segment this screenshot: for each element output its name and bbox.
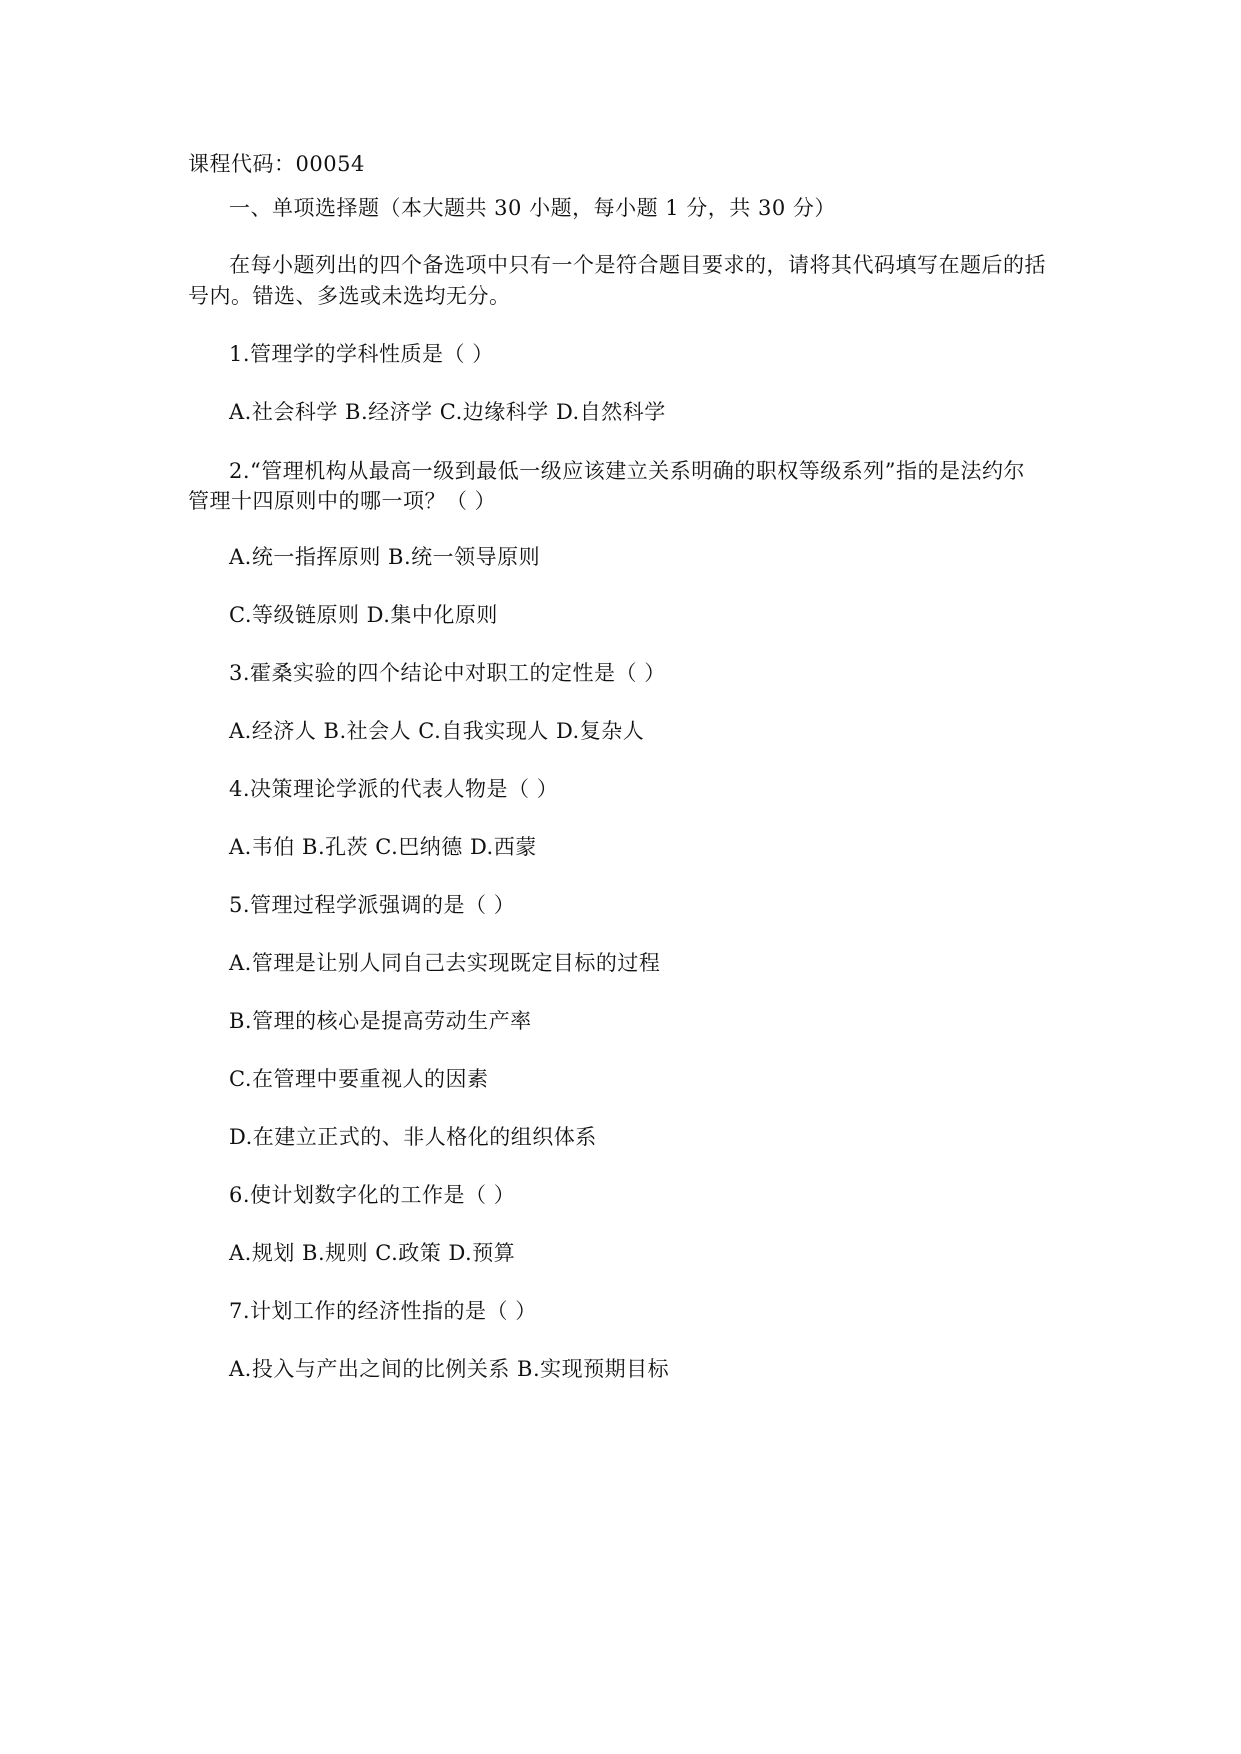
question-5-option-c: C.在管理中要重视人的因素 (229, 1067, 489, 1091)
question-5-option-b: B.管理的核心是提高劳动生产率 (229, 1009, 532, 1033)
question-5-stem: 5.管理过程学派强调的是（ ） (229, 893, 516, 917)
section-heading: 一、单项选择题（本大题共 30 小题，每小题 1 分，共 30 分） (229, 196, 836, 220)
question-6-options: A.规划 B.规则 C.政策 D.预算 (229, 1241, 516, 1265)
question-4-options: A.韦伯 B.孔茨 C.巴纳德 D.西蒙 (229, 835, 537, 859)
question-7-stem: 7.计划工作的经济性指的是（ ） (229, 1299, 537, 1323)
question-3-stem: 3.霍桑实验的四个结论中对职工的定性是（ ） (229, 661, 666, 685)
question-2-options-1: A.统一指挥原则 B.统一领导原则 (229, 545, 541, 569)
question-4-stem: 4.决策理论学派的代表人物是（ ） (229, 777, 559, 801)
question-2-stem-line-2: 管理十四原则中的哪一项？（ ） (188, 489, 497, 513)
question-5-option-d: D.在建立正式的、非人格化的组织体系 (229, 1125, 597, 1149)
question-5-option-a: A.管理是让别人同自己去实现既定目标的过程 (229, 951, 661, 975)
question-2-stem-line-1: 2.“管理机构从最高一级到最低一级应该建立关系明确的职权等级系列”指的是法约尔 (229, 459, 1026, 483)
question-2-options-2: C.等级链原则 D.集中化原则 (229, 603, 498, 627)
instructions-line-1: 在每小题列出的四个备选项中只有一个是符合题目要求的，请将其代码填写在题后的括 (229, 253, 1046, 277)
course-code: 课程代码：00054 (188, 152, 365, 176)
question-6-stem: 6.使计划数字化的工作是（ ） (229, 1183, 516, 1207)
question-1-options: A.社会科学 B.经济学 C.边缘科学 D.自然科学 (229, 400, 666, 424)
instructions-line-2: 号内。错选、多选或未选均无分。 (188, 284, 511, 308)
question-3-options: A.经济人 B.社会人 C.自我实现人 D.复杂人 (229, 719, 645, 743)
question-1-stem: 1.管理学的学科性质是（ ） (229, 342, 494, 366)
question-7-options: A.投入与产出之间的比例关系 B.实现预期目标 (229, 1357, 670, 1381)
